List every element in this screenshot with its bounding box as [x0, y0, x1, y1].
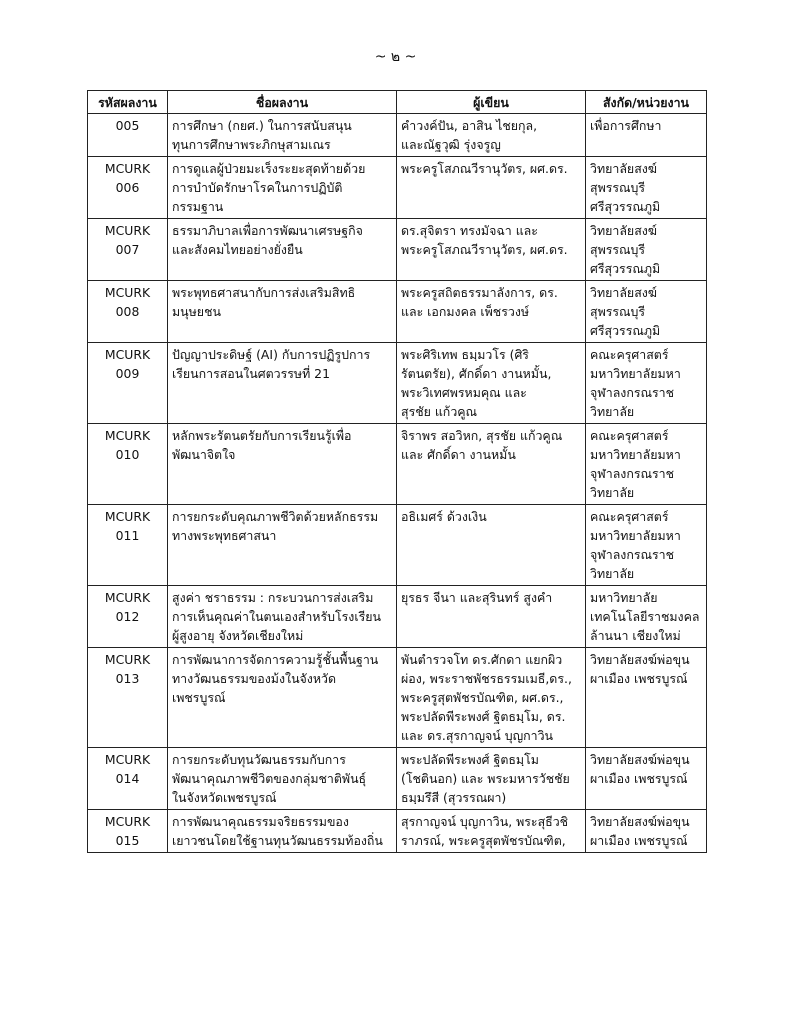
unit-line: ผาเมือง เพชรบูรณ์	[590, 833, 688, 848]
code-line: 012	[115, 609, 140, 624]
code-line: 005	[115, 118, 140, 133]
cell-title	[168, 810, 397, 853]
cell-unit	[586, 505, 707, 586]
cell-code	[88, 586, 168, 648]
code-line: MCURK	[104, 590, 151, 605]
author-line: (โชตินอก) และ พระมหารวัชชัย	[401, 771, 570, 786]
code-line: MCURK	[104, 161, 151, 176]
title-line: ทุนการศึกษาพระภิกษุสามเณร	[172, 137, 331, 152]
unit-line: วิทยาลัย	[590, 485, 635, 500]
author-line: คำวงค์ปัน, อาสิน ไชยกุล,	[401, 118, 538, 133]
code-line: 006	[115, 180, 140, 195]
author-line: พระวิเทศพรหมคุณ และ	[401, 385, 527, 400]
cell-code	[88, 343, 168, 424]
unit-line: มหาวิทยาลัย	[590, 590, 658, 605]
author-line: และ เอกมงคล เพ็ชรวงษ์	[401, 304, 530, 319]
title-line: ในจังหวัดเพชรบูรณ์	[172, 790, 277, 805]
title-line: พระพุทธศาสนากับการส่งเสริมสิทธิ	[172, 285, 356, 300]
code-line: MCURK	[104, 652, 151, 667]
title-line: การยกระดับทุนวัฒนธรรมกับการ	[172, 752, 346, 767]
table-row	[88, 586, 707, 648]
cell-unit	[586, 343, 707, 424]
cell-author	[397, 648, 586, 748]
title-line: ผู้สูงอายุ จังหวัดเชียงใหม่	[172, 628, 304, 643]
cell-title	[168, 114, 397, 157]
author-line: ธมฺมรึสี (สุวรรณผา)	[401, 790, 507, 805]
unit-line: มหาวิทยาลัยมหา	[590, 366, 681, 381]
cell-author	[397, 424, 586, 505]
author-line: พระครูโสภณวีรานุวัตร, ผศ.ดร.	[401, 161, 568, 176]
unit-line: ศรีสุวรรณภูมิ	[590, 199, 661, 214]
table-row	[88, 114, 707, 157]
code-line: MCURK	[104, 223, 151, 238]
cell-author	[397, 586, 586, 648]
title-line: การยกระดับคุณภาพชีวิตด้วยหลักธรรม	[172, 509, 379, 524]
unit-line: เทคโนโลยีราชมงคล	[590, 609, 700, 624]
header-code: รหัสผลงาน	[88, 91, 168, 114]
title-line: ธรรมาภิบาลเพื่อการพัฒนาเศรษฐกิจ	[172, 223, 363, 238]
cell-unit	[586, 424, 707, 505]
table-row	[88, 157, 707, 219]
author-line: สุรกาญจน์ บุญกาวิน, พระสุธีวชิ	[401, 814, 569, 829]
unit-line: สุพรรณบุรี	[590, 180, 646, 195]
unit-line: วิทยาลัยสงฆ์พ่อขุน	[590, 814, 690, 829]
unit-line: จุฬาลงกรณราช	[590, 385, 675, 400]
unit-line: จุฬาลงกรณราช	[590, 466, 675, 481]
cell-title	[168, 219, 397, 281]
unit-line: ศรีสุวรรณภูมิ	[590, 261, 661, 276]
title-line: การศึกษา (กยศ.) ในการสนับสนุน	[172, 118, 352, 133]
author-line: พระศิริเทพ ธมฺมวโร (ศิริ	[401, 347, 529, 362]
table-row	[88, 748, 707, 810]
title-line: เรียนการสอนในศตวรรษที่ 21	[172, 366, 330, 381]
cell-title	[168, 648, 397, 748]
unit-line: วิทยาลัยสงฆ์พ่อขุน	[590, 752, 690, 767]
cell-title	[168, 586, 397, 648]
code-line: MCURK	[104, 347, 151, 362]
title-line: มนุษยชน	[172, 304, 221, 319]
cell-title	[168, 424, 397, 505]
cell-code	[88, 219, 168, 281]
title-line: และสังคมไทยอย่างยั่งยืน	[172, 242, 303, 257]
cell-unit	[586, 586, 707, 648]
table-header-row	[88, 91, 707, 114]
author-line: ผ่อง, พระราชพัชรธรรมเมธี,ดร.,	[401, 671, 572, 686]
author-line: จิราพร สอวิหก, สุรชัย แก้วคูณ	[401, 428, 563, 443]
cell-code	[88, 748, 168, 810]
works-table	[87, 90, 707, 853]
unit-line: คณะครุศาสตร์	[590, 347, 669, 362]
title-line: สูงค่า ชราธรรม : กระบวนการส่งเสริม	[172, 590, 374, 605]
cell-code	[88, 157, 168, 219]
author-line: ยุรธร จีนา และสุรินทร์ สูงคำ	[401, 590, 553, 605]
unit-line: สุพรรณบุรี	[590, 242, 646, 257]
unit-line: คณะครุศาสตร์	[590, 428, 669, 443]
code-line: 008	[115, 304, 140, 319]
cell-unit	[586, 157, 707, 219]
author-line: และ ศักดิ์ดา งานหมั้น	[401, 447, 516, 462]
page-number: ~ ๒ ~	[374, 49, 417, 65]
unit-line: วิทยาลัยสงฆ์	[590, 285, 658, 300]
title-line: เยาวชนโดยใช้ฐานทุนวัฒนธรรมท้องถิ่น	[172, 833, 383, 848]
unit-line: เพื่อการศึกษา	[590, 118, 662, 133]
unit-line: ล้านนา เชียงใหม่	[590, 628, 681, 643]
unit-line: มหาวิทยาลัยมหา	[590, 447, 681, 462]
code-line: 011	[115, 528, 140, 543]
author-line: พันตำรวจโท ดร.ศักดา แยกผิว	[401, 652, 563, 667]
author-line: พระปลัดพีระพงศ์ ฐิตธมฺโม	[401, 752, 539, 767]
author-line: พระครูโสภณวีรานุวัตร, ผศ.ดร.	[401, 242, 568, 257]
cell-code	[88, 114, 168, 157]
author-line: พระปลัดพีระพงศ์ ฐิตธมฺโม, ดร.	[401, 709, 566, 724]
title-line: การพัฒนาการจัดการความรู้ชั้นพื้นฐาน	[172, 652, 379, 667]
author-line: พระครูสถิตธรรมาลังการ, ดร.	[401, 285, 558, 300]
unit-line: วิทยาลัย	[590, 404, 635, 419]
cell-author	[397, 505, 586, 586]
code-line: MCURK	[104, 509, 151, 524]
unit-line: จุฬาลงกรณราช	[590, 547, 675, 562]
title-line: ทางวัฒนธรรมของม้งในจังหวัด	[172, 671, 337, 686]
title-line: ปัญญาประดิษฐ์ (AI) กับการปฏิรูปการ	[172, 347, 371, 362]
unit-line: ผาเมือง เพชรบูรณ์	[590, 671, 688, 686]
table-row	[88, 281, 707, 343]
cell-author	[397, 281, 586, 343]
code-line: 015	[115, 833, 140, 848]
title-line: ทางพระพุทธศาสนา	[172, 528, 277, 543]
author-line: และ ดร.สุรกาญจน์ บุญกาวิน	[401, 728, 554, 743]
author-line: พระครูสุตพัชรบัณฑิต, ผศ.ดร.,	[401, 690, 564, 705]
unit-line: วิทยาลัยสงฆ์	[590, 161, 658, 176]
code-line: 013	[115, 671, 140, 686]
table-row	[88, 424, 707, 505]
code-line: 009	[115, 366, 140, 381]
unit-line: วิทยาลัยสงฆ์	[590, 223, 658, 238]
header-title: ชื่อผลงาน	[168, 91, 397, 114]
cell-author	[397, 157, 586, 219]
cell-author	[397, 343, 586, 424]
title-line: กรรมฐาน	[172, 199, 224, 214]
title-line: หลักพระรัตนตรัยกับการเรียนรู้เพื่อ	[172, 428, 352, 443]
cell-code	[88, 281, 168, 343]
cell-title	[168, 505, 397, 586]
title-line: เพชรบูรณ์	[172, 690, 226, 705]
table-row	[88, 219, 707, 281]
code-line: MCURK	[104, 285, 151, 300]
cell-code	[88, 648, 168, 748]
table-row	[88, 648, 707, 748]
table-body	[88, 114, 707, 853]
header-author: ผู้เขียน	[397, 91, 586, 114]
table-row	[88, 810, 707, 853]
unit-line: วิทยาลัย	[590, 566, 635, 581]
title-line: พัฒนาจิตใจ	[172, 447, 236, 462]
author-line: ดร.สุจิตรา ทรงมัจฉา และ	[401, 223, 538, 238]
author-line: ราภรณ์, พระครูสุตพัชรบัณฑิต,	[401, 833, 566, 848]
cell-author	[397, 219, 586, 281]
cell-title	[168, 748, 397, 810]
unit-line: สุพรรณบุรี	[590, 304, 646, 319]
title-line: พัฒนาคุณภาพชีวิตของกลุ่มชาติพันธุ์	[172, 771, 367, 786]
cell-unit	[586, 648, 707, 748]
unit-line: มหาวิทยาลัยมหา	[590, 528, 681, 543]
cell-author	[397, 810, 586, 853]
header-unit: สังกัด/หน่วยงาน	[586, 91, 707, 114]
code-line: 007	[115, 242, 140, 257]
cell-code	[88, 810, 168, 853]
table-row	[88, 505, 707, 586]
cell-author	[397, 748, 586, 810]
code-line: 014	[115, 771, 140, 786]
cell-title	[168, 157, 397, 219]
cell-unit	[586, 281, 707, 343]
cell-code	[88, 505, 168, 586]
author-line: สุรชัย แก้วคูณ	[401, 404, 478, 419]
title-line: การเห็นคุณค่าในตนเองสำหรับโรงเรียน	[172, 609, 381, 624]
unit-line: ผาเมือง เพชรบูรณ์	[590, 771, 688, 786]
cell-unit	[586, 114, 707, 157]
cell-title	[168, 281, 397, 343]
cell-unit	[586, 219, 707, 281]
cell-unit	[586, 810, 707, 853]
author-line: รัตนตรัย), ศักดิ์ดา งานหมั้น,	[401, 366, 552, 381]
cell-title	[168, 343, 397, 424]
unit-line: ศรีสุวรรณภูมิ	[590, 323, 661, 338]
code-line: MCURK	[104, 428, 151, 443]
code-line: MCURK	[104, 814, 151, 829]
author-line: และณัฐวุฒิ รุ่งจรูญ	[401, 137, 501, 152]
title-line: การดูแลผู้ป่วยมะเร็งระยะสุดท้ายด้วย	[172, 161, 366, 176]
cell-unit	[586, 748, 707, 810]
cell-code	[88, 424, 168, 505]
author-line: อธิเมศร์ ด้วงเงิน	[401, 509, 487, 524]
title-line: การบำบัดรักษาโรคในการปฏิบัติ	[172, 180, 343, 195]
code-line: MCURK	[104, 752, 151, 767]
title-line: การพัฒนาคุณธรรมจริยธรรมของ	[172, 814, 349, 829]
cell-author	[397, 114, 586, 157]
table-row	[88, 343, 707, 424]
code-line: 010	[115, 447, 140, 462]
unit-line: คณะครุศาสตร์	[590, 509, 669, 524]
unit-line: วิทยาลัยสงฆ์พ่อขุน	[590, 652, 690, 667]
